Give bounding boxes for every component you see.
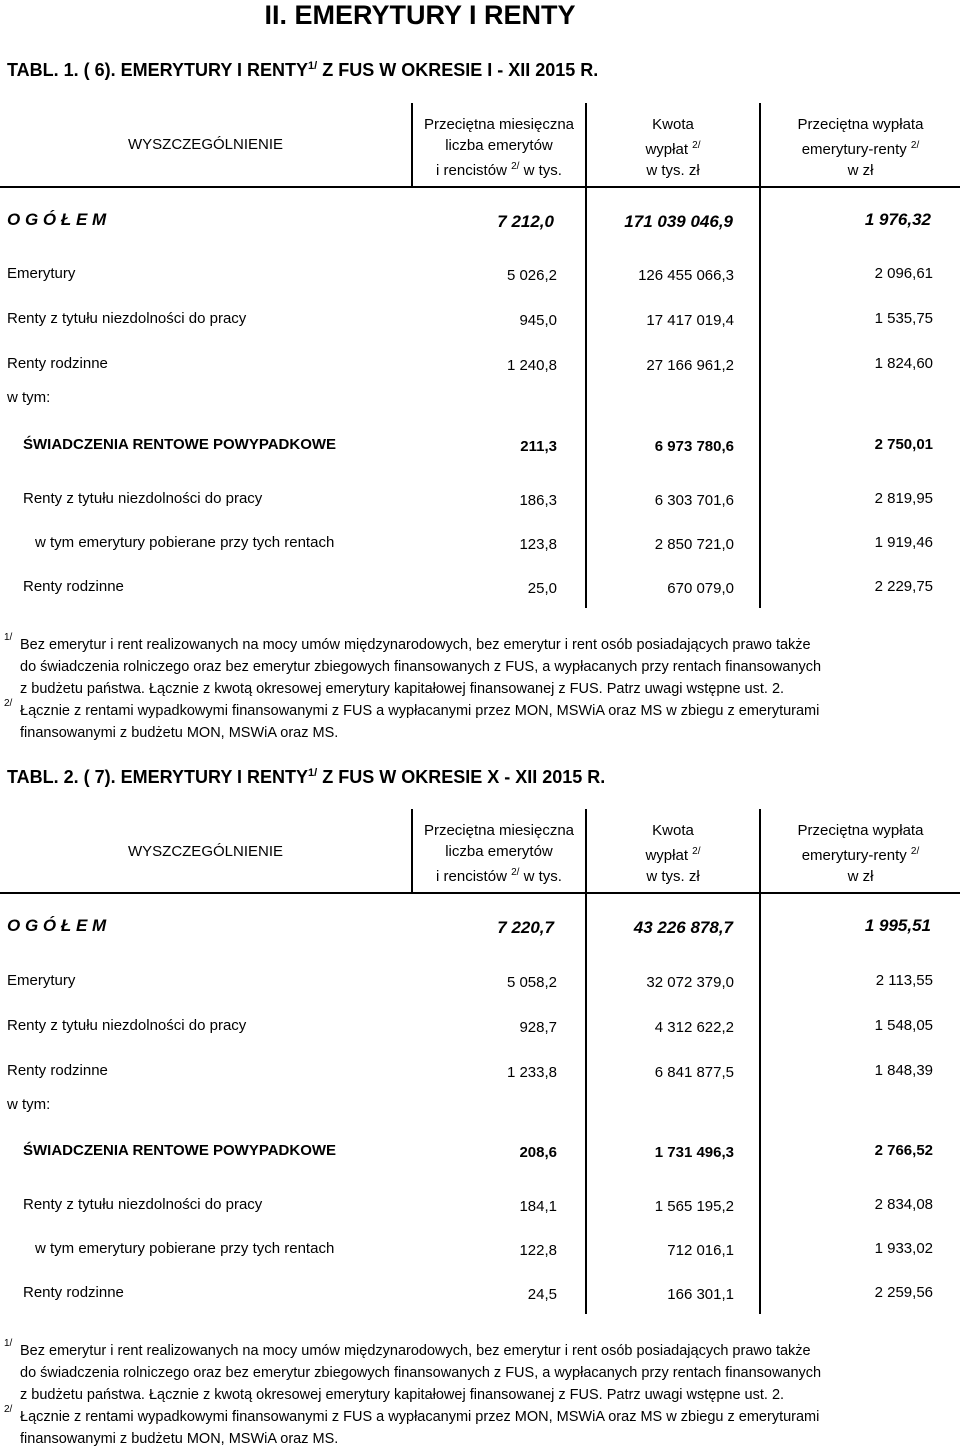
cell-average: 2 229,75	[874, 578, 933, 595]
cell-amount: 6 973 780,6	[654, 438, 734, 455]
row-label-swiadczenia: ŚWIADCZENIA RENTOWE POWYPADKOWE	[23, 436, 337, 453]
row-label-renty-niezdolnosc: Renty z tytułu niezdolności do pracy	[7, 310, 247, 327]
cell-average: 2 113,55	[875, 972, 933, 989]
cell-amount: 712 016,1	[667, 1242, 734, 1259]
row-label-total: O G Ó Ł E M	[7, 916, 107, 935]
cell-count: 25,0	[527, 580, 557, 597]
cell-count: 211,3	[520, 438, 557, 455]
row-label-sub-renty-niezdolnosc: Renty z tytułu niezdolności do pracy	[23, 1196, 263, 1213]
footnote-1-line: z budżetu państwa. Łącznie z kwotą okresowej emerytury kapitałowej finansowanej z FUS. Patrz uwagi wstępne ust. 2.	[20, 1387, 785, 1403]
header-label: WYSZCZEGÓLNIENIE	[127, 843, 284, 860]
cell-count: 186,3	[519, 492, 557, 509]
table-2-title: TABL. 2. ( 7). EMERYTURY I $RENTY^{1/}$ Z FUS W OKRESIE X - XII 2015 R.	[7, 767, 606, 787]
row-label-swiadczenia: ŚWIADCZENIA RENTOWE POWYPADKOWE	[23, 1142, 337, 1159]
cell-average: 2 750,01	[874, 436, 933, 453]
footnote-2-line: finansowanymi z budżetu MON, MSWiA oraz MS.	[20, 725, 339, 741]
cell-count: 928,7	[519, 1019, 557, 1036]
cell-average: 1 548,05	[874, 1017, 933, 1034]
cell-amount: 17 417 019,4	[646, 312, 734, 329]
header-count: Przeciętna miesięczna liczba emerytów i rencistów $^{2/}$ w tys.	[423, 116, 575, 179]
cell-average: 2 819,95	[874, 490, 933, 507]
row-label-emerytury: Emerytury	[7, 972, 76, 989]
row-label-total: O G Ó Ł E M	[7, 210, 107, 229]
cell-count: 123,8	[519, 536, 557, 553]
cell-amount: 4 312 622,2	[654, 1019, 734, 1036]
footnote-2-line: Łącznie z rentami wypadkowymi finansowanymi z FUS a wypłacanymi przez MON, MSWiA oraz MS w zbiegu z emeryturami	[20, 1409, 820, 1425]
cell-average: 2 766,52	[874, 1142, 933, 1159]
cell-count: 1 233,8	[506, 1064, 557, 1081]
cell-amount: 1 565 195,2	[654, 1198, 734, 1215]
cell-amount: 171 039 046,9	[624, 212, 733, 231]
cell-amount: 2 850 721,0	[654, 536, 734, 553]
cell-average: 1 933,02	[874, 1240, 933, 1257]
row-label-sub-renty-rodzinne: Renty rodzinne	[23, 578, 124, 595]
row-label-sub-emerytury: w tym emerytury pobierane przy tych rentach	[35, 534, 335, 551]
cell-average: 2 834,08	[874, 1196, 933, 1213]
row-label-sub-renty-niezdolnosc: Renty z tytułu niezdolności do pracy	[23, 490, 263, 507]
cell-count: 122,8	[519, 1242, 557, 1259]
cell-average: 2 096,61	[874, 265, 933, 282]
cell-count: 1 240,8	[506, 357, 557, 374]
cell-count: 5 058,2	[506, 974, 557, 991]
header-average: Przeciętna wypłata emerytury-renty $^{2/}$ w zł	[797, 822, 924, 885]
cell-average: 1 824,60	[874, 355, 933, 372]
table-1-title: TABL. 1. ( 6). EMERYTURY I $RENTY^{1/}$ Z FUS W OKRESIE I - XII 2015 R.	[7, 60, 599, 80]
cell-amount: 32 072 379,0	[646, 974, 734, 991]
footnote-1-line: Bez emerytur i rent realizowanych na mocy umów międzynarodowych, bez emerytur i rent osób posiadających prawo także	[20, 1343, 811, 1359]
footnote-2-line: Łącznie z rentami wypadkowymi finansowanymi z FUS a wypłacanymi przez MON, MSWiA oraz MS w zbiegu z emeryturami	[20, 703, 820, 719]
row-label-renty-niezdolnosc: Renty z tytułu niezdolności do pracy	[7, 1017, 247, 1034]
row-label-w-tym: w tym:	[7, 389, 51, 406]
footnote-1-line: z budżetu państwa. Łącznie z kwotą okresowej emerytury kapitałowej finansowanej z FUS. Patrz uwagi wstępne ust. 2.	[20, 681, 785, 697]
cell-average: 1 535,75	[874, 310, 933, 327]
header-label: WYSZCZEGÓLNIENIE	[127, 136, 284, 153]
row-label-w-tym: w tym:	[7, 1096, 51, 1113]
footnote-1-line: do świadczenia rolniczego oraz bez emerytur zbiegowych finansowanych z FUS, a wypłacanych przy rentach finansowanych	[20, 659, 822, 675]
cell-average: 2 259,56	[874, 1284, 933, 1301]
footnote-1-line: Bez emerytur i rent realizowanych na mocy umów międzynarodowych, bez emerytur i rent osób posiadających prawo także	[20, 637, 811, 653]
header-amount: Kwota wypłat $^{2/}$ w tys. zł	[645, 822, 701, 885]
header-average: Przeciętna wypłata emerytury-renty $^{2/}$ w zł	[797, 116, 924, 179]
header-count: Przeciętna miesięczna liczba emerytów i rencistów $^{2/}$ w tys.	[423, 822, 575, 885]
footnote-1-mark: 1/	[4, 632, 13, 643]
cell-average: 1 848,39	[874, 1062, 933, 1079]
row-label-sub-emerytury: w tym emerytury pobierane przy tych rentach	[35, 1240, 335, 1257]
cell-amount: 27 166 961,2	[646, 357, 734, 374]
row-label-emerytury: Emerytury	[7, 265, 76, 282]
footnote-2-mark: 2/	[4, 698, 13, 709]
row-label-renty-rodzinne: Renty rodzinne	[7, 355, 108, 372]
cell-amount: 166 301,1	[667, 1286, 734, 1303]
row-label-sub-renty-rodzinne: Renty rodzinne	[23, 1284, 124, 1301]
cell-count: 208,6	[519, 1144, 557, 1161]
cell-amount: 670 079,0	[667, 580, 734, 597]
cell-average: 1 919,46	[874, 534, 933, 551]
footnote-1-mark: 1/	[4, 1338, 13, 1349]
cell-amount: 1 731 496,3	[654, 1144, 734, 1161]
cell-count: 5 026,2	[506, 267, 557, 284]
cell-count: 7 212,0	[497, 212, 554, 231]
footnote-2-line: finansowanymi z budżetu MON, MSWiA oraz MS.	[20, 1431, 339, 1447]
cell-amount: 6 841 877,5	[654, 1064, 734, 1081]
cell-amount: 6 303 701,6	[654, 492, 734, 509]
header-rule	[0, 186, 960, 188]
header-rule	[0, 892, 960, 894]
footnote-2-mark: 2/	[4, 1404, 13, 1415]
cell-count: 24,5	[527, 1286, 557, 1303]
cell-amount: 43 226 878,7	[633, 918, 733, 937]
cell-count: 945,0	[519, 312, 557, 329]
cell-average: 1 976,32	[864, 210, 931, 229]
footnote-1-line: do świadczenia rolniczego oraz bez emerytur zbiegowych finansowanych z FUS, a wypłacanych przy rentach finansowanych	[20, 1365, 822, 1381]
header-amount: Kwota wypłat $^{2/}$ w tys. zł	[645, 116, 701, 179]
cell-amount: 126 455 066,3	[638, 267, 734, 284]
page-title: II. EMERYTURY I RENTY	[264, 0, 576, 30]
cell-count: 7 220,7	[497, 918, 554, 937]
row-label-renty-rodzinne: Renty rodzinne	[7, 1062, 108, 1079]
cell-count: 184,1	[519, 1198, 557, 1215]
cell-average: 1 995,51	[864, 916, 931, 935]
